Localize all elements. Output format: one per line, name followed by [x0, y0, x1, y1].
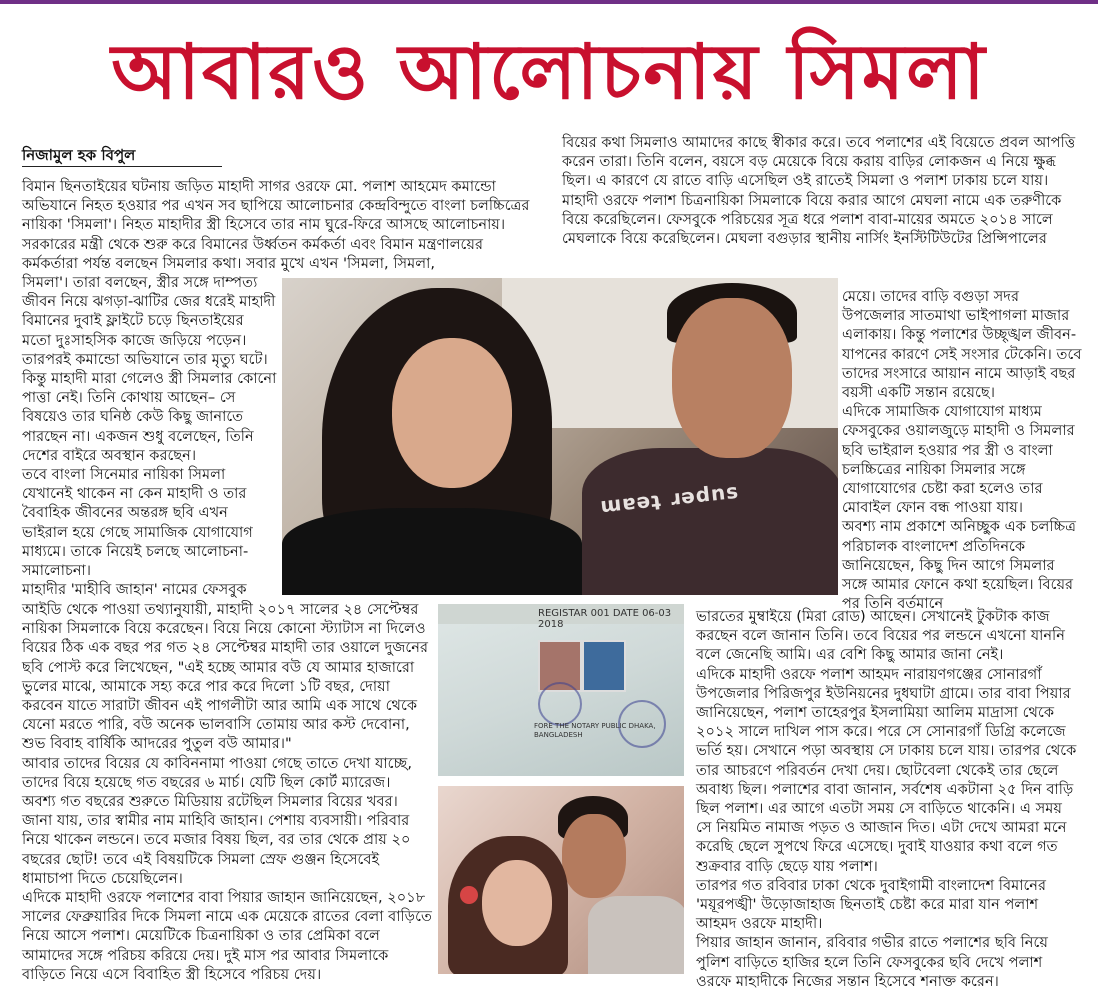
man-shirt	[588, 896, 684, 974]
woman-face	[392, 338, 512, 488]
paragraph: ভারতের মুম্বাইয়ে (মিরা রোড) আছেন। সেখানেই টুকটাক কাজ করছেন বলে জানান তিনি। তবে বিয়ের পর লন্ডনে এখনো যাননি বলে জেনেছি আমি। এর বেশি কিছু আমার জানা নেই।	[696, 608, 1065, 664]
paragraph: বিমান ছিনতাইয়ের ঘটনায় জড়িত মাহাদী সাগর ওরফে মো. পলাশ আহমেদ কমান্ডো অভিযানে নিহত হওয়ার পর এখন সব ছাপিয়ে আলোচনার কেন্দ্রবিন্দুতে বাংলা চলচ্চিত্রের নায়িকা 'সিমলা'। নিহত মাহাদীর স্ত্রী হিসেবে তার নাম ঘুরে-ফিরে আসছে আলোচনায়। সরকারের মন্ত্রী থেকে শুরু করে বিমানের উর্ধ্বতন কর্মকর্তা এবং বিমান মন্ত্রণালয়ের কর্মকর্তারা পর্যন্ত বলছেন সিমলার কথা। সবার মুখে এখন 'সিমলা, সিমলা,	[22, 178, 530, 272]
headline: আবারও আলোচনায় সিমলা	[111, 27, 987, 116]
paragraph: মাহাদীর 'মাহীবি জাহান' নামের ফেসবুক	[22, 581, 247, 599]
seal-stamp-icon	[538, 682, 582, 726]
woman-outfit	[282, 508, 582, 595]
paragraph: আইডি থেকে পাওয়া তথ্যানুযায়ী, মাহাদী ২০১৭ সালের ২৪ সেপ্টেম্বর নায়িকা সিমলাকে বিয়ে করেছেন। বিয়ে নিয়ে কোনো স্ট্যাটাস না দিলেও বিয়ের ঠিক এক বছর পর গত ২৪ সেপ্টেম্বর মাহাদী তার ওয়ালে দুজনের ছবি পোস্ট করে লিখেছেন, "এই হচ্ছে আমার বউ যে আমার হাজারো ভুলের মাঝে, আমাকে সহ্য করে পার করে দিলো ১টি বছর, দোয়া করবেন যাতে সারাটা জীবন এই পাগলীটা আর আমি এক সাথে থেকে যেনো মরতে পারি, বউ অনেক ভালবাসি তোমায় আর কস্ট দেবোনা, শুভ বিবাহ বার্ষিকি আদরের পুতুল বউ আমার।"	[22, 601, 428, 753]
top-rule	[0, 0, 1098, 4]
paragraph: অবশ্য গত বছরের শুরুতে মিডিয়ায় রটেছিল সিমলার বিয়ের খবর। জানা যায়, তার স্বামীর নাম মাহিবি জাহান। পেশায় ব্যবসায়ী। পরিবার নিয়ে থাকেন লন্ডনে। তবে মজার বিষয় ছিল, বর তার থেকে প্রায় ২০ বছরের ছোট! তবে এই বিষয়টিকে সিমলা স্রেফ গুঞ্জন হিসেবেই ধামাচাপা দিতে চেয়েছিলেন।	[22, 793, 411, 887]
paragraph: এদিকে মাহাদী ওরফে পলাশের বাবা পিয়ার জাহান জানিয়েছেন, ২০১৮ সালের ফেব্রুয়ারির দিকে সিমলা নামে এক মেয়েকে রাতের বেলা বাড়িতে নিয়ে আসে পলাশ। মেয়েটিকে চিত্রনায়িকা ও তার প্রেমিকা বলে আমাদের সঙ্গে পরিচয় করিয়ে দেয়। দুই মাস পর আবার সিমলাকে বাড়িতে নিয়ে এসে বিবাহিত স্ত্রী হিসেবে পরিচয় দেয়।	[22, 889, 432, 983]
couple-embrace-photo	[438, 786, 684, 974]
groom-passport-photo	[582, 640, 626, 692]
man-face	[562, 814, 626, 898]
col2-top	[562, 133, 1082, 248]
paragraph: তবে বাংলা সিনেমার নায়িকা সিমলা যেখানেই থাকেন না কেন মাহাদী ও তার বৈবাহিক জীবনের অন্তরঙ্গ ছবি এখন ভাইরাল হয়ে গেছে সামাজিক যোগাযোগ মাধ্যমে। তাকে নিয়েই চলছে আলোচনা-সমালোচনা।	[22, 466, 253, 580]
col2-lower	[696, 607, 1082, 991]
paragraph: মেয়ে। তাদের বাড়ি বগুড়া সদর উপজেলার সাতমাথা ভাইপাগলা মাজার এলাকায়। কিন্তু পলাশের উচ্ছৃঙ্খল জীবন-যাপনের কারণে সেই সংসার টেকেনি। তবে তাদের সংসারে আয়ান নামে আড়াই বছর বয়সী একটি সন্তান রয়েছে।	[842, 288, 1082, 402]
flower-icon	[460, 886, 478, 904]
notary-text: FORE THE NOTARY PUBLIC DHAKA, BANGLADESH	[534, 722, 656, 739]
paragraph: বিয়ের কথা সিমলাও আমাদের কাছে স্বীকার করে। তবে পলাশের এই বিয়েতে প্রবল আপত্তি করেন তারা। তিনি বলেন, বয়সে বড় মেয়েকে বিয়ে করায় বাড়ির লোকজন এ নিয়ে ক্ষুব্ধ ছিল। এ কারণে যে রাতে বাড়ি এসেছিল ওই রাতেই সিমলা ও পলাশ ঢাকায় চলে যায়।	[562, 134, 1076, 190]
couple-selfie-photo	[282, 278, 838, 595]
man-sweatshirt	[582, 448, 838, 595]
paragraph: আবার তাদের বিয়ের যে কাবিননামা পাওয়া গেছে তাতে দেখা যাচ্ছে, তাদের বিয়ে হয়েছে গত বছরের ৬ মার্চ। যেটি ছিল কোর্ট ম্যারেজ।	[22, 754, 412, 791]
col2-narrow	[842, 287, 1082, 613]
man-face	[672, 298, 792, 458]
paragraph: মাহাদী ওরফে পলাশ চিত্রনায়িকা সিমলাকে বিয়ে করার আগে মেঘলা নামে এক তরুণীকে বিয়ে করেছিলেন। ফেসবুকে পরিচয়ের সূত্র ধরে পলাশ বাবা-মায়ের অমতে ২০১৪ সালে মেঘলাকে বিয়ে করেছিলেন। মেঘলা বগুড়ার স্থানীয় নার্সিং ইনস্টিটিউটের প্রিন্সিপালের	[562, 191, 1062, 248]
col1-intro	[22, 177, 542, 273]
byline: নিজামুল হক বিপুল	[22, 146, 222, 167]
paragraph: সিমলা'। তারা বলছেন, স্ত্রীর সঙ্গে দাম্পত্য জীবন নিয়ে ঝগড়া-ঝাটির জের ধরেই মাহাদী বিমানের দুবাই ফ্লাইটে চড়ে ছিনতাইয়ের মতো দুঃসাহসিক কাজে জড়িয়ে পড়েন। তারপরই কমান্ডো অভিযানে তার মৃত্যু ঘটে। কিন্তু মাহাদী মারা গেলেও স্ত্রী সিমলার কোনো পাত্তা নেই। তিনি কোথায় আছেন– সে বিষয়েও তার ঘনিষ্ঠ কেউ কিছু জানাতে পারছেন না। একজন শুধু বলেছেন, তিনি দেশের বাইরে অবস্থান করছেন।	[22, 274, 277, 464]
paragraph: তারপর গত রবিবার ঢাকা থেকে দুবাইগামী বাংলাদেশ বিমানের 'ময়ূরপঙ্খী' উড়োজাহাজ ছিনতাই চেষ্টা করে মারা যান পলাশ আহমদ ওরফে মাহাদী।	[696, 876, 1047, 933]
paragraph: অবশ্য নাম প্রকাশে অনিচ্ছুক এক চলচ্চিত্র পরিচালক বাংলাদেশ প্রতিদিনকে জানিয়েছেন, কিছু দিন আগে সিমলার সঙ্গে আমার ফোনে কথা হয়েছিল। বিয়ের পর তিনি বর্তমানে	[842, 518, 1076, 613]
certificate-serial: REGISTAR 001 DATE 06-03 2018	[538, 608, 672, 630]
paragraph: পিয়ার জাহান জানান, রবিবার গভীর রাতে পলাশের ছবি নিয়ে পুলিশ বাড়িতে হাজির হলে তিনি ফেসবুকের ছবি দেখে পলাশ ওরফে মাহাদীকে নিজের সন্তান হিসেবে শনাক্ত করেন।	[696, 934, 1048, 990]
marriage-certificate-photo	[438, 604, 684, 776]
col1-narrow	[22, 273, 277, 599]
col1-lower	[22, 600, 432, 984]
shirt-print-text: ɯɐǝʇ ɹǝdns	[599, 478, 741, 518]
paragraph: এদিকে মাহাদী ওরফে পলাশ আহমদ নারায়ণগঞ্জের সোনারগাঁ উপজেলার পিরিজপুর ইউনিয়নের দুধঘাটা গ্রামে। তার বাবা পিয়ার জানিয়েছেন, পলাশ তাহেরপুর ইসলামিয়া আলিম মাদ্রাসা থেকে ২০১২ সালে দাখিল পাস করে। পরে সে সোনারগাঁ ডিগ্রি কলেজে ভর্তি হয়। সেখানে পড়া অবস্থায় সে ঢাকায় চলে যায়। তারপর থেকে তার আচরণে পরিবর্তন দেখা দেয়। ছোটবেলা থেকেই তার ছেলে অবাধ্য ছিল। পলাশের বাবা জানান, সর্বশেষ একটানা ২৫ দিন বাড়ি ছিল পলাশ। এর আগে এতটা সময় সে বাড়িতে থাকেনি। এ সময় সে নিয়মিত নামাজ পড়ত ও আজান দিত। এটা দেখে আমরা মনে করেছি ছেলে সুপথে ফিরে এসেছে। দুবাই যাওয়ার কথা বলে গত শুক্রবার বাড়ি ছেড়ে যায় পলাশ।	[696, 665, 1077, 875]
woman-face	[482, 860, 552, 946]
paragraph: এদিকে সামাজিক যোগাযোগ মাধ্যম ফেসবুকের ওয়ালজুড়ে মাহাদী ও সিমলার ছবি ভাইরাল হওয়ার পর স্ত্রী ও বাংলা চলচ্চিত্রের নায়িকা সিমলার সঙ্গে যোগাযোগের চেষ্টা করা হলেও তার মোবাইল ফোন বন্ধ পাওয়া যায়।	[842, 403, 1075, 517]
